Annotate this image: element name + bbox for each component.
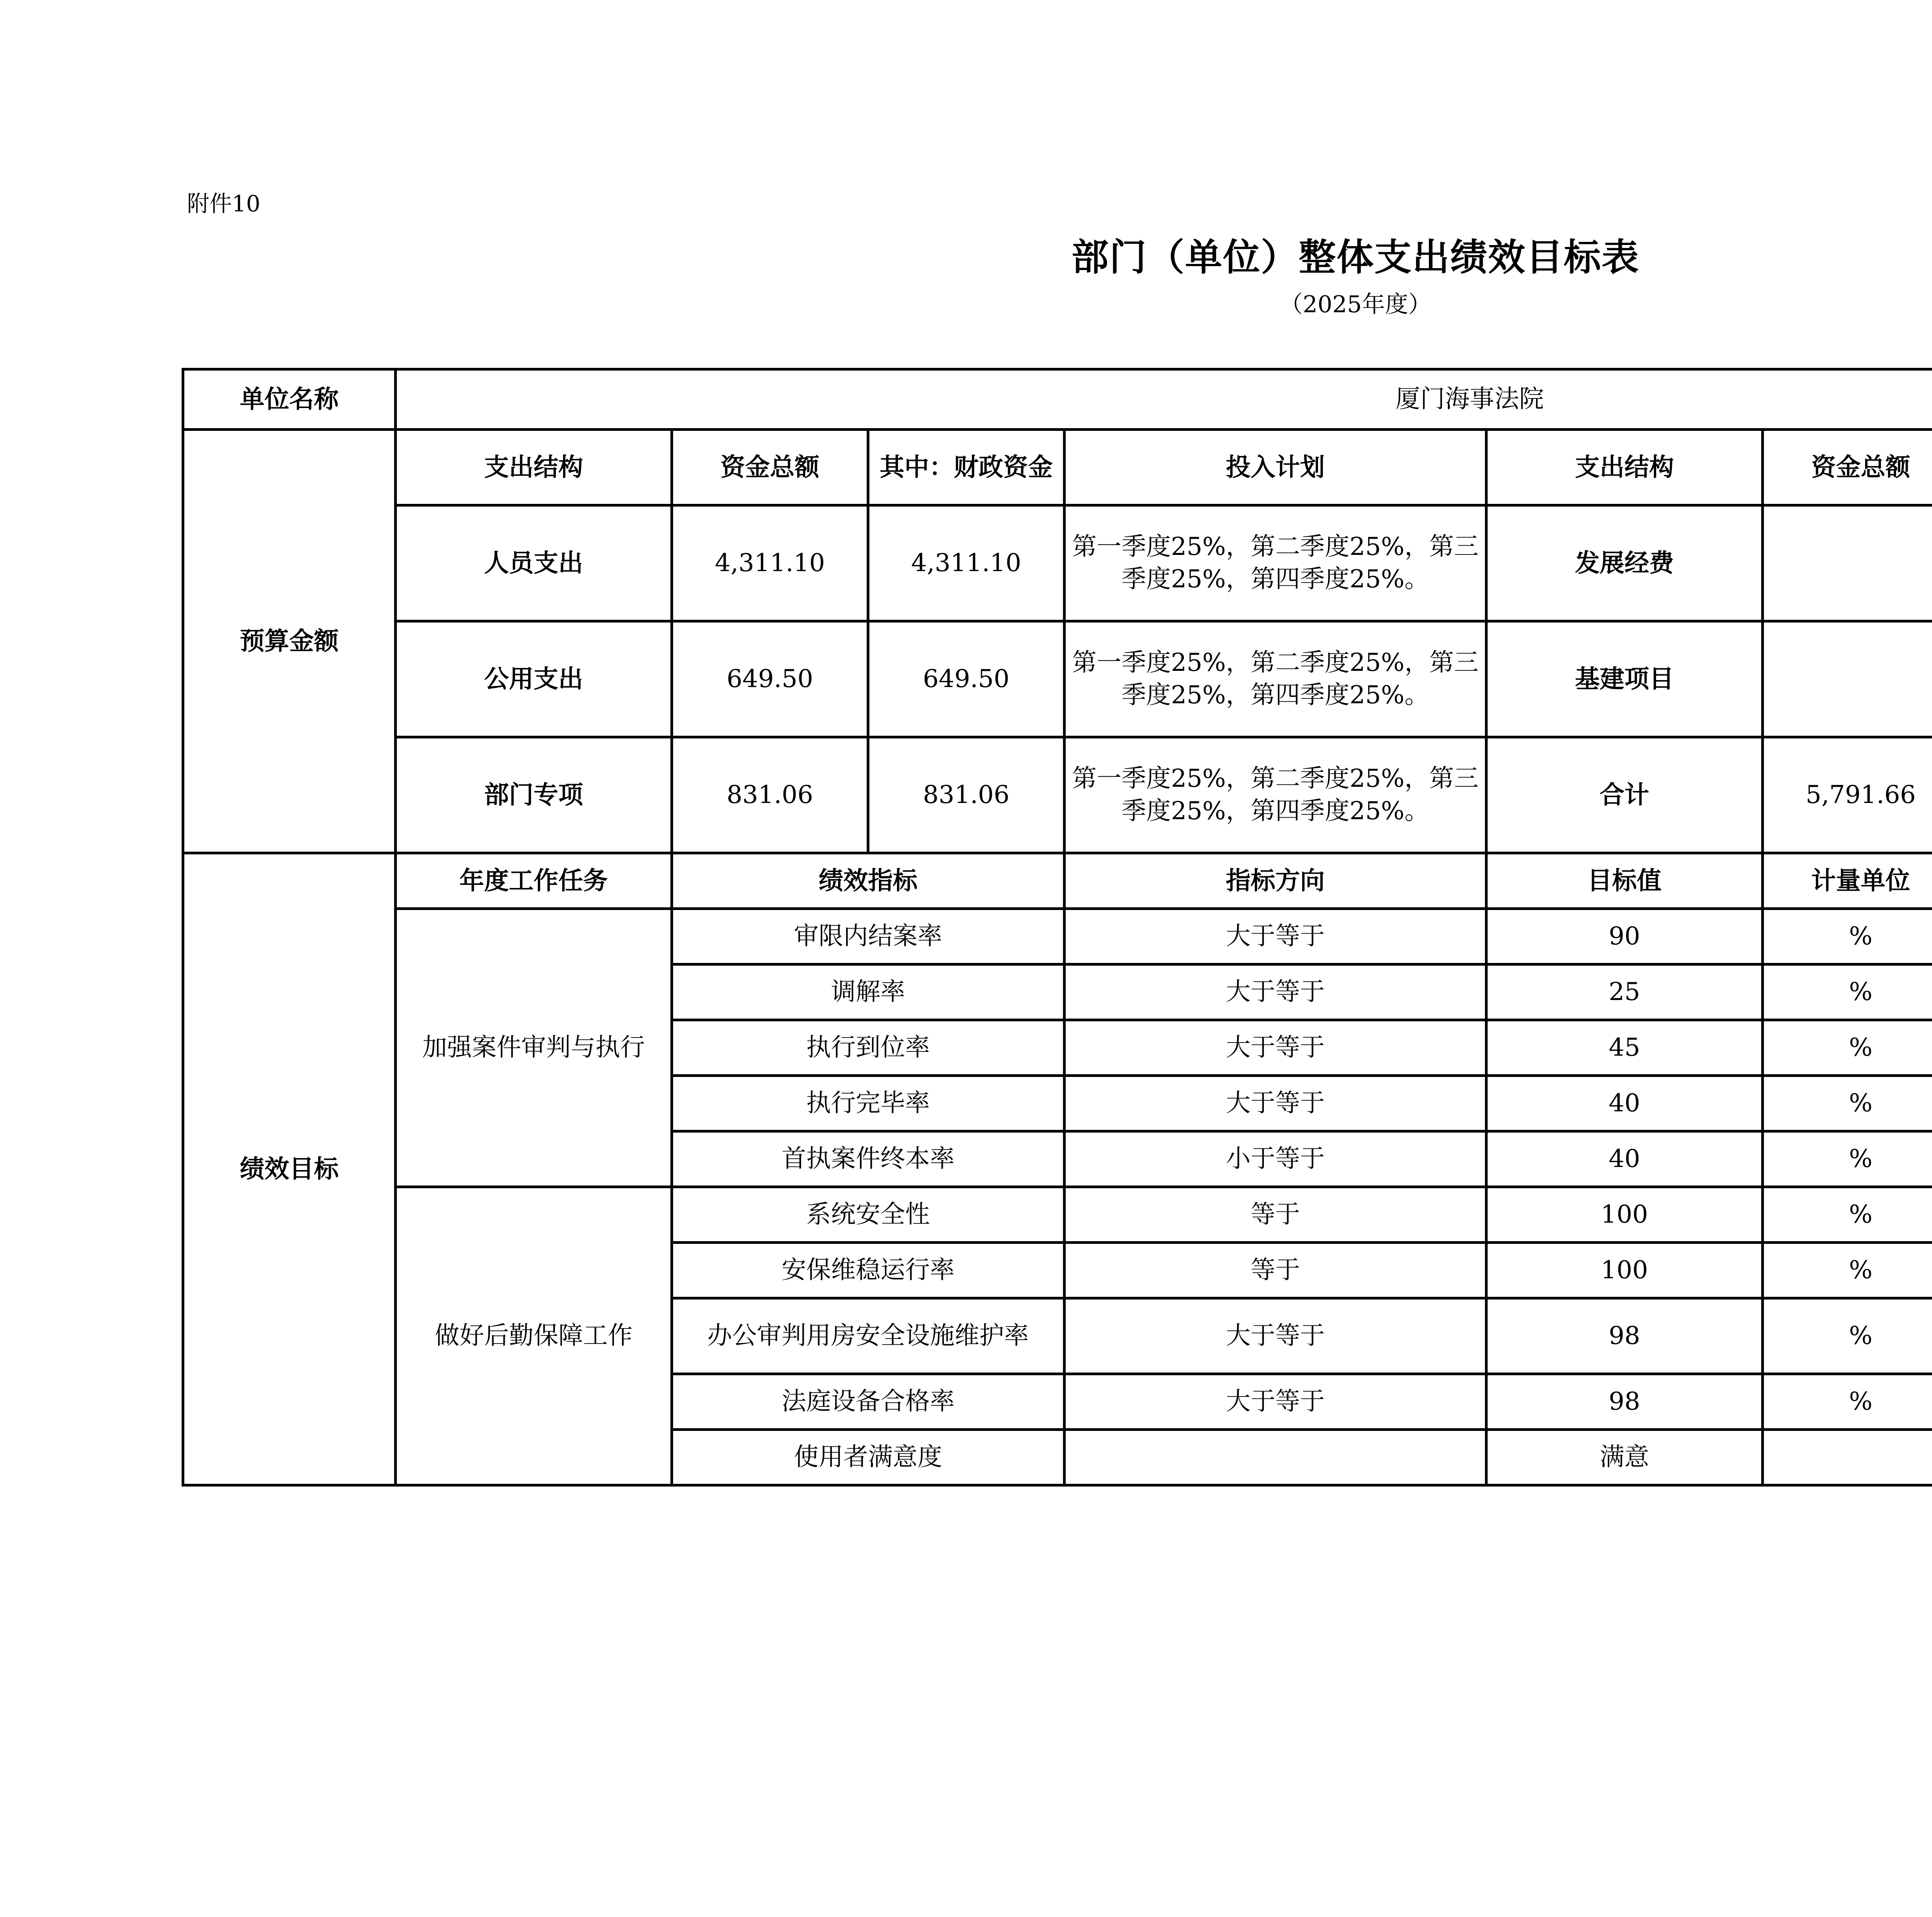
indicator-direction: 大于等于 — [1065, 964, 1486, 1020]
total-funds-value: 649.50 — [672, 621, 868, 737]
indicator-name: 执行完毕率 — [672, 1076, 1065, 1131]
total-funds-value: 5,791.66 — [1763, 737, 1932, 853]
budget-row — [183, 621, 1932, 737]
indicator-name: 首执案件终本率 — [672, 1131, 1065, 1187]
indicator-direction: 等于 — [1065, 1187, 1486, 1243]
header-total-funds-right: 资金总额 — [1763, 430, 1932, 505]
indicator-unit: % — [1763, 964, 1932, 1020]
total-funds-value: 4,311.10 — [672, 505, 868, 621]
indicator-unit: % — [1763, 1076, 1932, 1131]
budget-row — [183, 737, 1932, 853]
expense-item: 基建项目 — [1486, 621, 1763, 737]
performance-target-table — [182, 368, 1932, 1487]
indicator-name: 审限内结案率 — [672, 909, 1065, 964]
indicator-target: 98 — [1486, 1298, 1763, 1374]
indicator-direction: 大于等于 — [1065, 1298, 1486, 1374]
indicator-target: 100 — [1486, 1243, 1763, 1298]
indicator-target: 40 — [1486, 1131, 1763, 1187]
indicator-target: 25 — [1486, 964, 1763, 1020]
annual-task: 加强案件审判与执行 — [396, 909, 672, 1187]
indicator-name: 调解率 — [672, 964, 1065, 1020]
header-expense-structure-left: 支出结构 — [396, 430, 672, 505]
indicator-direction: 大于等于 — [1065, 1374, 1486, 1430]
indicator-unit: % — [1763, 1131, 1932, 1187]
indicator-target: 40 — [1486, 1076, 1763, 1131]
unit-name-row — [183, 369, 1932, 430]
page-title: 部门（单位）整体支出绩效目标表 — [1071, 235, 1639, 279]
indicator-target: 100 — [1486, 1187, 1763, 1243]
header-annual-task: 年度工作任务 — [396, 853, 672, 909]
budget-header-row — [183, 430, 1932, 505]
indicator-unit: % — [1763, 1374, 1932, 1430]
indicator-direction: 大于等于 — [1065, 1020, 1486, 1076]
fiscal-funds-value: 649.50 — [868, 621, 1065, 737]
fiscal-funds-value: 831.06 — [868, 737, 1065, 853]
indicator-name: 办公审判用房安全设施维护率 — [672, 1298, 1065, 1374]
attachment-label: 附件10 — [187, 191, 260, 217]
annual-task: 做好后勤保障工作 — [396, 1187, 672, 1485]
input-plan-value: 第一季度25%，第二季度25%，第三季度25%，第四季度25%。 — [1065, 505, 1486, 621]
indicator-direction — [1065, 1430, 1486, 1485]
total-label: 合计 — [1486, 737, 1763, 853]
indicator-direction: 小于等于 — [1065, 1131, 1486, 1187]
header-fiscal-funds-left: 其中：财政资金 — [868, 430, 1065, 505]
expense-item: 部门专项 — [396, 737, 672, 853]
performance-header-row — [183, 853, 1932, 909]
indicator-name: 安保维稳运行率 — [672, 1243, 1065, 1298]
indicator-name: 系统安全性 — [672, 1187, 1065, 1243]
indicator-unit: % — [1763, 1298, 1932, 1374]
indicator-name: 法庭设备合格率 — [672, 1374, 1065, 1430]
indicator-target: 满意 — [1486, 1430, 1763, 1485]
budget-label: 预算金额 — [183, 430, 396, 853]
expense-item: 公用支出 — [396, 621, 672, 737]
indicator-unit: % — [1763, 1020, 1932, 1076]
indicator-row — [183, 1187, 1932, 1243]
indicator-unit: % — [1763, 909, 1932, 964]
performance-label: 绩效目标 — [183, 853, 396, 1485]
unit-name-value: 厦门海事法院 — [396, 369, 1932, 430]
input-plan-value: 第一季度25%，第二季度25%，第三季度25%，第四季度25%。 — [1065, 737, 1486, 853]
total-funds-value: 831.06 — [672, 737, 868, 853]
indicator-unit: % — [1763, 1187, 1932, 1243]
indicator-direction: 大于等于 — [1065, 909, 1486, 964]
expense-item: 发展经费 — [1486, 505, 1763, 621]
year-label: （2025年度） — [1279, 291, 1432, 318]
header-measure-unit: 计量单位 — [1763, 853, 1932, 909]
total-funds-value — [1763, 621, 1932, 737]
header-target-value: 目标值 — [1486, 853, 1763, 909]
indicator-target: 98 — [1486, 1374, 1763, 1430]
total-funds-value — [1763, 505, 1932, 621]
header-input-plan-left: 投入计划 — [1065, 430, 1486, 505]
indicator-target: 45 — [1486, 1020, 1763, 1076]
expense-item: 人员支出 — [396, 505, 672, 621]
header-expense-structure-right: 支出结构 — [1486, 430, 1763, 505]
header-direction: 指标方向 — [1065, 853, 1486, 909]
input-plan-value: 第一季度25%，第二季度25%，第三季度25%，第四季度25%。 — [1065, 621, 1486, 737]
indicator-name: 使用者满意度 — [672, 1430, 1065, 1485]
indicator-direction: 大于等于 — [1065, 1076, 1486, 1131]
fiscal-funds-value: 4,311.10 — [868, 505, 1065, 621]
budget-row — [183, 505, 1932, 621]
indicator-name: 执行到位率 — [672, 1020, 1065, 1076]
indicator-unit — [1763, 1430, 1932, 1485]
indicator-target: 90 — [1486, 909, 1763, 964]
unit-name-label: 单位名称 — [183, 369, 396, 430]
header-indicator: 绩效指标 — [672, 853, 1065, 909]
header-total-funds-left: 资金总额 — [672, 430, 868, 505]
indicator-row — [183, 909, 1932, 964]
indicator-unit: % — [1763, 1243, 1932, 1298]
indicator-direction: 等于 — [1065, 1243, 1486, 1298]
